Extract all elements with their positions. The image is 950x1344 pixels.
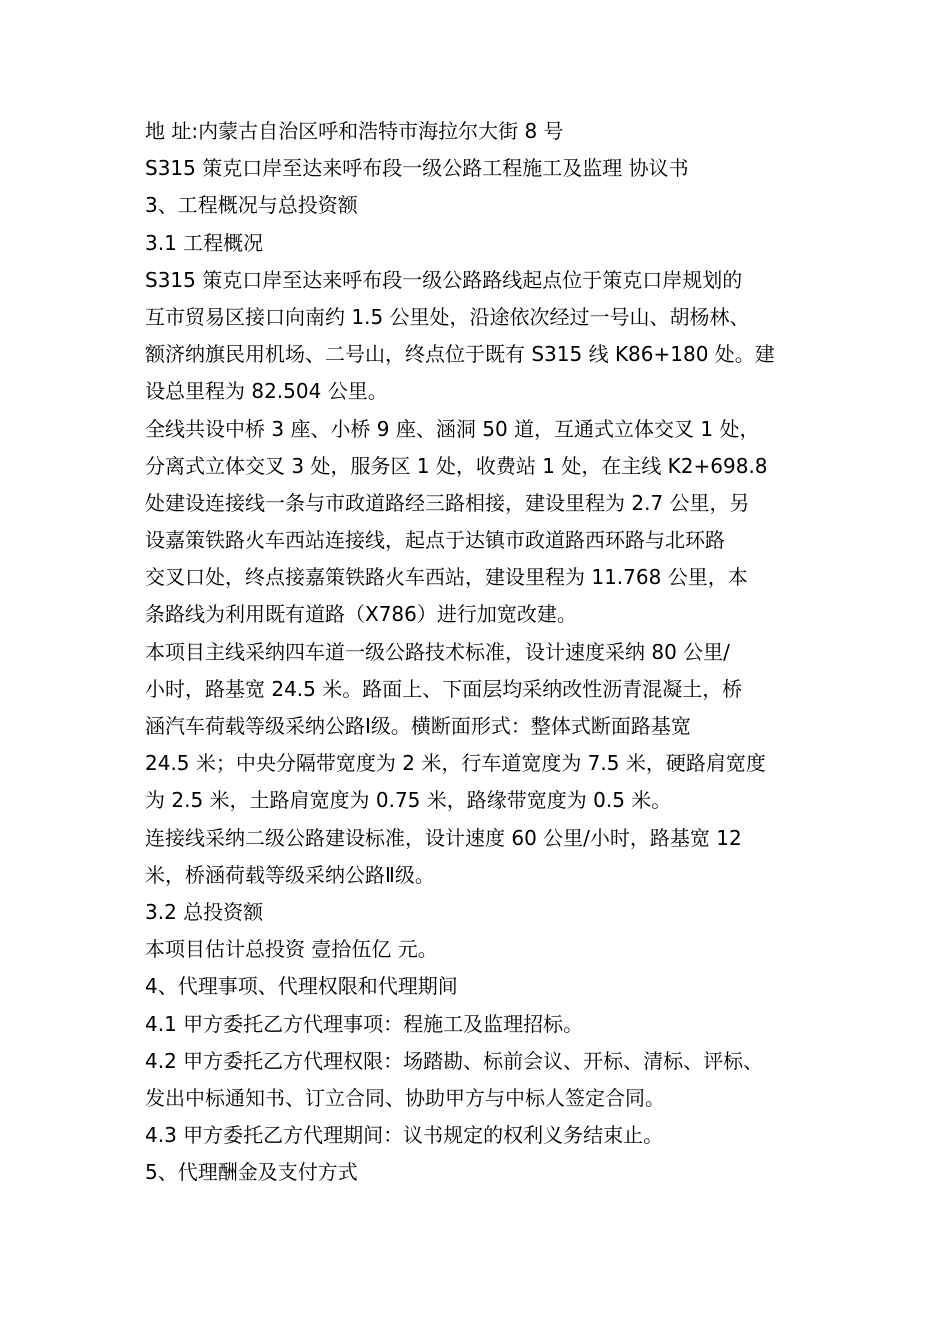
paragraph-line: 米，桥涵荷载等级采纳公路Ⅱ级。: [145, 862, 435, 887]
section-heading-4: 4、代理事项、代理权限和代理期间: [145, 974, 458, 999]
paragraph-line: 交叉口处，终点接嘉策铁路火车西站，建设里程为 11.768 公里，本: [145, 565, 748, 590]
paragraph-line: 全线共设中桥 3 座、小桥 9 座、涵洞 50 道，互通式立体交叉 1 处，: [145, 416, 760, 441]
paragraph-line: S315 策克口岸至达来呼布段一级公路路线起点位于策克口岸规划的: [145, 267, 743, 292]
paragraph-line: 分离式立体交叉 3 处，服务区 1 处，收费站 1 处，在主线 K2+698.8: [145, 453, 768, 478]
clause-4-2: 4.2 甲方委托乙方代理权限：场踏勘、标前会议、开标、清标、评标、: [145, 1048, 764, 1073]
address-line: 地 址:内蒙古自治区呼和浩特市海拉尔大街 8 号: [145, 119, 564, 143]
section-heading-5: 5、代理酬金及支付方式: [145, 1160, 358, 1185]
paragraph-line: 发出中标通知书、订立合同、协助甲方与中标人签定合同。: [145, 1085, 665, 1110]
paragraph-line: 本项目估计总投资 壹拾伍亿 元。: [145, 937, 438, 962]
clause-4-1: 4.1 甲方委托乙方代理事项：程施工及监理招标。: [145, 1011, 584, 1036]
agreement-title: S315 策克口岸至达来呼布段一级公路工程施工及监理 协议书: [145, 156, 689, 181]
paragraph-line: 设嘉策铁路火车西站连接线，起点于达镇市政道路西环路与北环路: [145, 528, 725, 553]
clause-4-3: 4.3 甲方委托乙方代理期间：议书规定的权利义务结束止。: [145, 1123, 664, 1148]
section-heading-3: 3、工程概况与总投资额: [145, 193, 358, 218]
paragraph-line: 连接线采纳二级公路建设标准，设计速度 60 公里/小时，路基宽 12: [145, 825, 742, 850]
paragraph-line: 处建设连接线一条与市政道路经三路相接，建设里程为 2.7 公里，另: [145, 490, 750, 515]
paragraph-line: 涵汽车荷载等级采纳公路Ⅰ级。横断面形式：整体式断面路基宽: [145, 714, 691, 738]
paragraph-line: 设总里程为 82.504 公里。: [145, 379, 388, 404]
subsection-heading-3-1: 3.1 工程概况: [145, 230, 264, 255]
paragraph-line: 互市贸易区接口向南约 1.5 公里处，沿途依次经过一号山、胡杨林、: [145, 304, 750, 329]
paragraph-line: 为 2.5 米，土路肩宽度为 0.75 米，路缘带宽度为 0.5 米。: [145, 788, 672, 813]
paragraph-line: 额济纳旗民用机场、二号山，终点位于既有 S315 线 K86+180 处。建: [145, 342, 775, 367]
paragraph-line: 条路线为利用既有道路（X786）进行加宽改建。: [145, 602, 577, 627]
subsection-heading-3-2: 3.2 总投资额: [145, 899, 264, 924]
paragraph-line: 本项目主线采纳四车道一级公路技术标准，设计速度采纳 80 公里/: [145, 639, 730, 664]
document-page: [145, 113, 835, 1191]
paragraph-line: 小时，路基宽 24.5 米。路面上、下面层均采纳改性沥青混凝土，桥: [145, 676, 743, 701]
paragraph-line: 24.5 米；中央分隔带宽度为 2 米，行车道宽度为 7.5 米，硬路肩宽度: [145, 751, 766, 776]
